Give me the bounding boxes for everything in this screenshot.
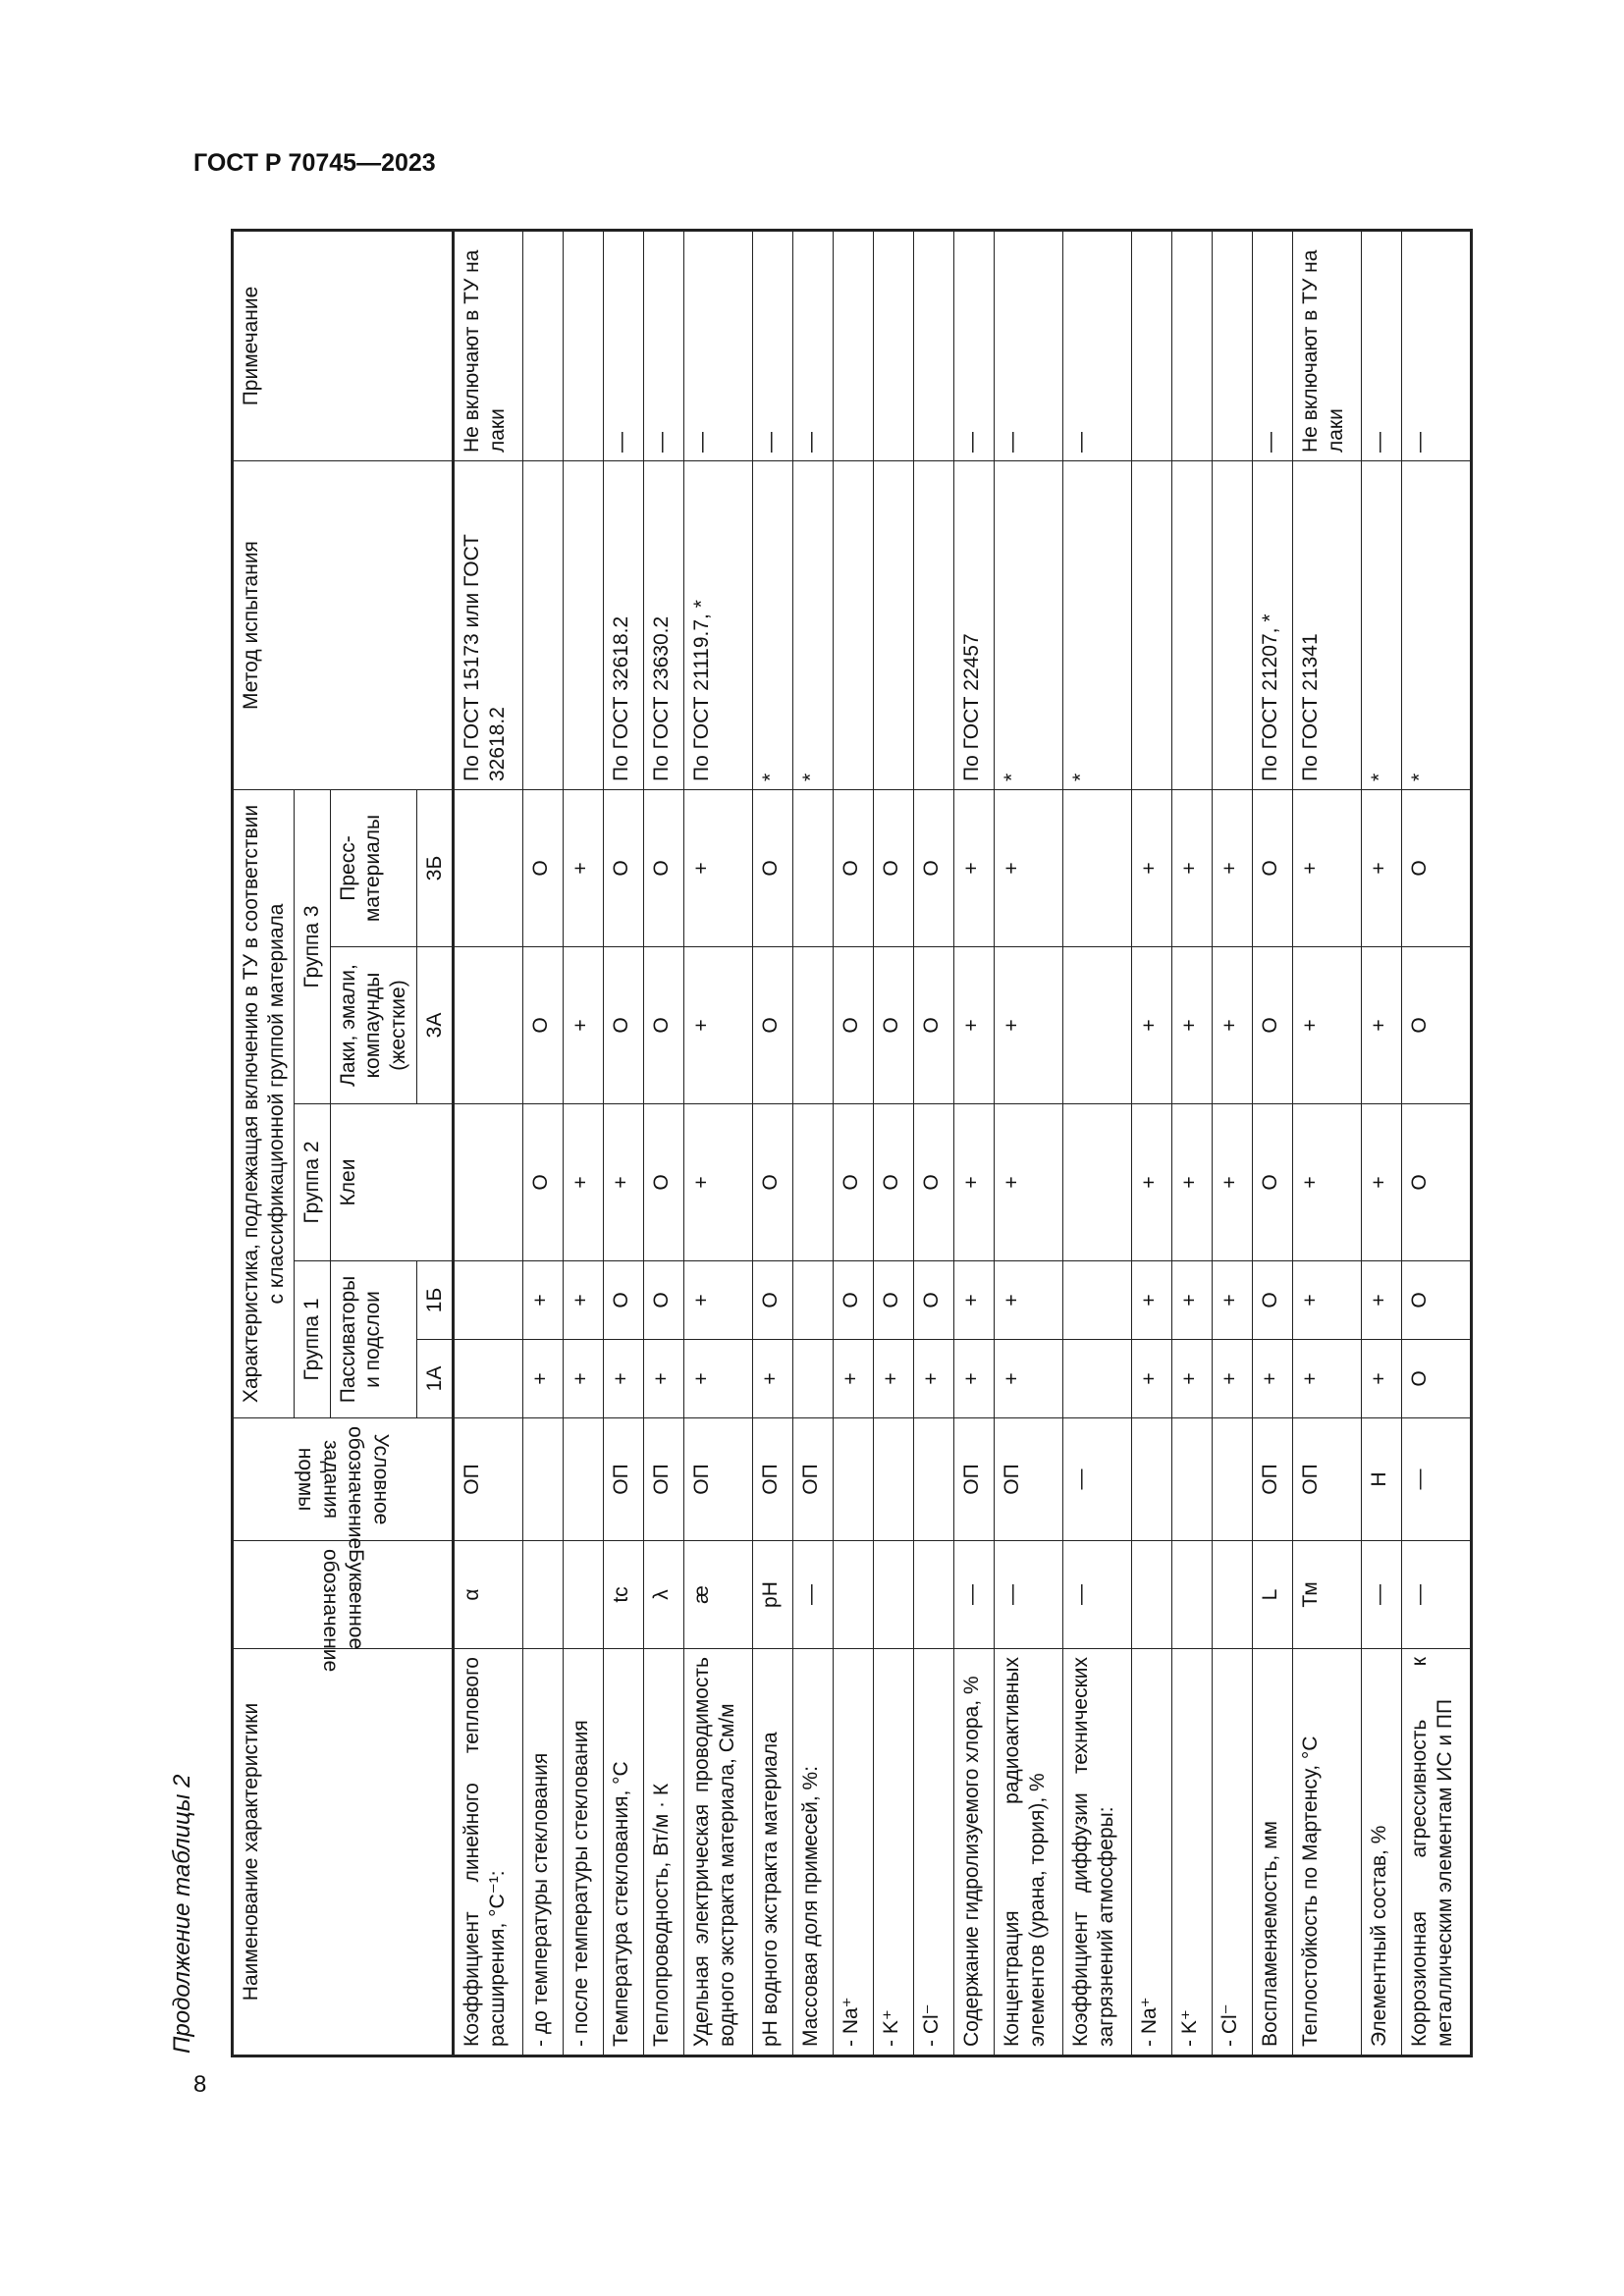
cell-norm: ОП: [954, 1418, 995, 1541]
cell-note: —: [1401, 231, 1471, 461]
cell-name: Удельная электрическая проводимость водного экстракта материала, См/м: [684, 1649, 753, 2056]
characteristics-table: [231, 229, 1473, 2057]
cell-note: —: [995, 231, 1063, 461]
cell-norm: ОП: [604, 1418, 644, 1541]
cell-c2: [1063, 1104, 1132, 1261]
cell-c3a: О: [604, 947, 644, 1104]
cell-note: [1213, 231, 1253, 461]
header-note: Примечание: [233, 231, 454, 461]
cell-c3a: +: [1293, 947, 1362, 1104]
table-row: [684, 231, 753, 2056]
table-continuation-caption: Продолжение таблицы 2: [169, 1774, 195, 2054]
cell-method: По ГОСТ 21119.7, *: [684, 461, 753, 790]
cell-c3a: +: [684, 947, 753, 1104]
cell-method: *: [995, 461, 1063, 790]
cell-c1a: +: [523, 1340, 564, 1418]
cell-c2: +: [1293, 1104, 1362, 1261]
cell-c1b: +: [995, 1261, 1063, 1340]
cell-c3b: О: [523, 790, 564, 947]
cell-letter: [914, 1541, 954, 1649]
cell-c1a: +: [1361, 1340, 1401, 1418]
cell-note: [523, 231, 564, 461]
cell-c1b: +: [1131, 1261, 1171, 1340]
table-row: [914, 231, 954, 2056]
cell-norm: [834, 1418, 874, 1541]
cell-c1a: +: [1253, 1340, 1293, 1418]
cell-c3b: +: [1131, 790, 1171, 947]
cell-c1a: +: [1213, 1340, 1253, 1418]
cell-letter: Тм: [1293, 1541, 1362, 1649]
cell-name: Воспламеняемость, мм: [1253, 1649, 1293, 2056]
cell-letter: [523, 1541, 564, 1649]
cell-c1b: О: [834, 1261, 874, 1340]
cell-c1b: +: [684, 1261, 753, 1340]
cell-note: [1171, 231, 1212, 461]
cell-letter: æ: [684, 1541, 753, 1649]
cell-note: [914, 231, 954, 461]
cell-c3a: О: [834, 947, 874, 1104]
cell-c2: +: [995, 1104, 1063, 1261]
cell-c1a: [1063, 1340, 1132, 1418]
cell-method: *: [1361, 461, 1401, 790]
cell-c1a: +: [914, 1340, 954, 1418]
cell-c3b: О: [1253, 790, 1293, 947]
cell-norm: ОП: [1253, 1418, 1293, 1541]
cell-c3b: О: [604, 790, 644, 947]
cell-method: По ГОСТ 15173 или ГОСТ 32618.2: [454, 461, 523, 790]
cell-c3a: О: [644, 947, 684, 1104]
cell-c3a: +: [1171, 947, 1212, 1104]
cell-letter: tс: [604, 1541, 644, 1649]
cell-name: Теплопроводность, Вт/м · К: [644, 1649, 684, 2056]
cell-c1a: +: [1293, 1340, 1362, 1418]
cell-method: По ГОСТ 23630.2: [644, 461, 684, 790]
cell-name: Теплостойкость по Мартенсу, °С: [1293, 1649, 1362, 2056]
cell-c1b: +: [1293, 1261, 1362, 1340]
cell-method: *: [753, 461, 793, 790]
cell-letter: [564, 1541, 604, 1649]
cell-c1a: +: [995, 1340, 1063, 1418]
header-norm-text: Условное обозначение задания нормы: [294, 1426, 393, 1550]
header-1a: 1А: [416, 1340, 454, 1418]
cell-c1a: +: [604, 1340, 644, 1418]
cell-letter: [1131, 1541, 1171, 1649]
cell-note: [1131, 231, 1171, 461]
cell-note: —: [604, 231, 644, 461]
cell-name: pH водного экстракта материала: [753, 1649, 793, 2056]
table-row: [1213, 231, 1253, 2056]
cell-c3b: +: [1361, 790, 1401, 947]
table-row: [454, 231, 523, 2056]
cell-c1b: [1063, 1261, 1132, 1340]
cell-method: *: [793, 461, 834, 790]
cell-name: - Cl⁻: [1213, 1649, 1253, 2056]
cell-c3a: +: [1131, 947, 1171, 1104]
cell-c1b: О: [644, 1261, 684, 1340]
cell-c1b: О: [1253, 1261, 1293, 1340]
cell-c3b: +: [954, 790, 995, 947]
cell-c3b: +: [564, 790, 604, 947]
cell-c1a: +: [684, 1340, 753, 1418]
cell-c1b: О: [914, 1261, 954, 1340]
header-3b: 3Б: [416, 790, 454, 947]
cell-method: [834, 461, 874, 790]
cell-c3b: +: [684, 790, 753, 947]
cell-c1b: +: [523, 1261, 564, 1340]
cell-name: Содержание гидролизуемого хлора, %: [954, 1649, 995, 2056]
cell-c1b: +: [954, 1261, 995, 1340]
cell-note: —: [684, 231, 753, 461]
table-row: [523, 231, 564, 2056]
cell-c3b: О: [834, 790, 874, 947]
header-letter-text: Буквенное обозначение: [319, 1549, 367, 1673]
document-header: ГОСТ Р 70745—2023: [193, 149, 436, 177]
cell-c1a: +: [644, 1340, 684, 1418]
cell-name: - Cl⁻: [914, 1649, 954, 2056]
cell-method: По ГОСТ 21207, *: [1253, 461, 1293, 790]
cell-c1a: +: [564, 1340, 604, 1418]
cell-norm: ОП: [684, 1418, 753, 1541]
cell-method: [523, 461, 564, 790]
cell-norm: [523, 1418, 564, 1541]
header-letter: [233, 1541, 454, 1673]
cell-c2: О: [874, 1104, 914, 1261]
cell-c1a: [454, 1340, 523, 1418]
cell-letter: α: [454, 1541, 523, 1649]
cell-c2: +: [1213, 1104, 1253, 1261]
page-number: 8: [193, 2071, 207, 2098]
cell-c3b: +: [1293, 790, 1362, 947]
cell-c3b: О: [874, 790, 914, 947]
header-group3: Группа 3: [295, 790, 331, 1104]
cell-letter: λ: [644, 1541, 684, 1649]
cell-c2: +: [564, 1104, 604, 1261]
cell-c3a: +: [995, 947, 1063, 1104]
cell-note: —: [1361, 231, 1401, 461]
header-1b: 1Б: [416, 1261, 454, 1340]
cell-c2: О: [523, 1104, 564, 1261]
cell-c3a: О: [1401, 947, 1471, 1104]
header-norm: [233, 1418, 454, 1550]
cell-c3b: [454, 790, 523, 947]
cell-name: Концентрация радиоактивных элементов (урана, тория), %: [995, 1649, 1063, 2056]
cell-c2: +: [954, 1104, 995, 1261]
cell-letter: —: [793, 1541, 834, 1649]
table-row: [564, 231, 604, 2056]
cell-name: - до температуры стеклования: [523, 1649, 564, 2056]
table-row: [995, 231, 1063, 2056]
header-lacquers: Лаки, эмали, компаунды (жесткие): [330, 947, 416, 1104]
cell-norm: Н: [1361, 1418, 1401, 1541]
table-row: [1131, 231, 1171, 2056]
cell-method: *: [1401, 461, 1471, 790]
cell-c3a: [793, 947, 834, 1104]
table-row: [1361, 231, 1401, 2056]
table-row: [1171, 231, 1212, 2056]
cell-letter: [834, 1541, 874, 1649]
cell-c3a: +: [954, 947, 995, 1104]
cell-method: По ГОСТ 21341: [1293, 461, 1362, 790]
cell-letter: pH: [753, 1541, 793, 1649]
cell-note: [874, 231, 914, 461]
cell-c1a: +: [1171, 1340, 1212, 1418]
cell-c1a: +: [834, 1340, 874, 1418]
cell-norm: ОП: [753, 1418, 793, 1541]
cell-note: —: [1253, 231, 1293, 461]
cell-c1a: [793, 1340, 834, 1418]
cell-letter: [1213, 1541, 1253, 1649]
cell-norm: [1131, 1418, 1171, 1541]
cell-c1b: +: [1171, 1261, 1212, 1340]
cell-note: —: [644, 231, 684, 461]
cell-c3a: О: [523, 947, 564, 1104]
cell-c3a: +: [564, 947, 604, 1104]
cell-c3b: +: [1213, 790, 1253, 947]
cell-c3b: +: [995, 790, 1063, 947]
cell-note: —: [954, 231, 995, 461]
cell-norm: ОП: [793, 1418, 834, 1541]
cell-method: [1131, 461, 1171, 790]
cell-letter: —: [995, 1541, 1063, 1649]
cell-norm: [564, 1418, 604, 1541]
cell-norm: ОП: [644, 1418, 684, 1541]
cell-letter: —: [1361, 1541, 1401, 1649]
cell-c2: О: [753, 1104, 793, 1261]
cell-c1b: +: [1213, 1261, 1253, 1340]
cell-c3a: +: [1213, 947, 1253, 1104]
cell-name: Коррозионная агрессивность к металлическим элементам ИС и ПП: [1401, 1649, 1471, 2056]
cell-name: Температура стеклования, °С: [604, 1649, 644, 2056]
rotated-table-container: [231, 232, 1473, 2057]
cell-c1a: +: [954, 1340, 995, 1418]
cell-c3b: [1063, 790, 1132, 947]
header-group1: Группа 1: [295, 1261, 331, 1418]
cell-norm: ОП: [995, 1418, 1063, 1541]
cell-c2: [454, 1104, 523, 1261]
cell-c2: О: [834, 1104, 874, 1261]
table-row: [1253, 231, 1293, 2056]
cell-norm: [1213, 1418, 1253, 1541]
cell-letter: —: [1401, 1541, 1471, 1649]
cell-c3a: О: [914, 947, 954, 1104]
cell-method: По ГОСТ 22457: [954, 461, 995, 790]
cell-c3a: О: [874, 947, 914, 1104]
table-row: [874, 231, 914, 2056]
cell-c2: О: [644, 1104, 684, 1261]
cell-name: - после температуры стеклования: [564, 1649, 604, 2056]
cell-norm: [914, 1418, 954, 1541]
cell-c1b: О: [753, 1261, 793, 1340]
header-name: Наименование характеристики: [233, 1649, 454, 2056]
cell-c2: +: [1361, 1104, 1401, 1261]
cell-note: —: [753, 231, 793, 461]
cell-c3a: [454, 947, 523, 1104]
cell-method: *: [1063, 461, 1132, 790]
cell-name: Элементный состав, %: [1361, 1649, 1401, 2056]
cell-letter: L: [1253, 1541, 1293, 1649]
cell-c3b: О: [914, 790, 954, 947]
cell-c1b: О: [604, 1261, 644, 1340]
cell-c2: О: [914, 1104, 954, 1261]
table-row: [753, 231, 793, 2056]
cell-letter: [874, 1541, 914, 1649]
cell-c1a: +: [874, 1340, 914, 1418]
cell-norm: —: [1063, 1418, 1132, 1541]
cell-method: [874, 461, 914, 790]
cell-method: [1213, 461, 1253, 790]
cell-c1b: [793, 1261, 834, 1340]
cell-method: [1171, 461, 1212, 790]
table-row: [604, 231, 644, 2056]
cell-note: Не включают в ТУ на лаки: [454, 231, 523, 461]
cell-c3b: [793, 790, 834, 947]
header-characteristic: Характеристика, подлежащая включению в ТУ в соответствии с классификационной группой материала: [233, 790, 295, 1418]
header-3a: 3А: [416, 947, 454, 1104]
cell-c1b: [454, 1261, 523, 1340]
cell-c3a: +: [1361, 947, 1401, 1104]
cell-note: [564, 231, 604, 461]
cell-c1b: О: [1401, 1261, 1471, 1340]
cell-c1b: О: [874, 1261, 914, 1340]
cell-c2: +: [684, 1104, 753, 1261]
cell-c1b: +: [1361, 1261, 1401, 1340]
table-row: [954, 231, 995, 2056]
cell-norm: ОП: [1293, 1418, 1362, 1541]
header-glues: Клеи: [330, 1104, 453, 1261]
cell-norm: [1171, 1418, 1212, 1541]
cell-c3b: О: [644, 790, 684, 947]
table-row: [1063, 231, 1132, 2056]
cell-c2: О: [1253, 1104, 1293, 1261]
cell-c1a: +: [753, 1340, 793, 1418]
cell-note: —: [793, 231, 834, 461]
cell-letter: [1171, 1541, 1212, 1649]
cell-c3a: О: [753, 947, 793, 1104]
header-group2: Группа 2: [295, 1104, 331, 1261]
cell-c1a: О: [1401, 1340, 1471, 1418]
table-row: [1293, 231, 1362, 2056]
cell-name: Коэффициент диффузии технических загрязнений атмосферы:: [1063, 1649, 1132, 2056]
cell-name: - K⁺: [874, 1649, 914, 2056]
cell-c1b: +: [564, 1261, 604, 1340]
cell-c2: +: [604, 1104, 644, 1261]
cell-c3a: О: [1253, 947, 1293, 1104]
cell-name: - K⁺: [1171, 1649, 1212, 2056]
cell-c2: +: [1131, 1104, 1171, 1261]
cell-norm: ОП: [454, 1418, 523, 1541]
cell-c3b: О: [1401, 790, 1471, 947]
cell-name: Массовая доля примесей, %:: [793, 1649, 834, 2056]
cell-norm: —: [1401, 1418, 1471, 1541]
header-method: Метод испытания: [233, 461, 454, 790]
cell-method: По ГОСТ 32618.2: [604, 461, 644, 790]
cell-note: —: [1063, 231, 1132, 461]
cell-letter: —: [954, 1541, 995, 1649]
header-press: Пресс-материалы: [330, 790, 416, 947]
cell-name: Коэффициент линейного теплового расширения, °С⁻¹:: [454, 1649, 523, 2056]
cell-norm: [874, 1418, 914, 1541]
cell-c1a: +: [1131, 1340, 1171, 1418]
cell-c2: [793, 1104, 834, 1261]
cell-letter: —: [1063, 1541, 1132, 1649]
cell-note: [834, 231, 874, 461]
cell-note: Не включают в ТУ на лаки: [1293, 231, 1362, 461]
header-row-1: [233, 231, 295, 2056]
cell-c3b: +: [1171, 790, 1212, 947]
cell-method: [564, 461, 604, 790]
cell-method: [914, 461, 954, 790]
cell-c3b: О: [753, 790, 793, 947]
cell-c2: +: [1171, 1104, 1212, 1261]
table-row: [1401, 231, 1471, 2056]
cell-name: - Na⁺: [834, 1649, 874, 2056]
cell-c2: О: [1401, 1104, 1471, 1261]
table-row: [793, 231, 834, 2056]
table-row: [644, 231, 684, 2056]
header-passivators: Пассиваторы и подслои: [330, 1261, 416, 1418]
table-body: [454, 231, 1472, 2056]
table-row: [834, 231, 874, 2056]
cell-name: - Na⁺: [1131, 1649, 1171, 2056]
cell-c3a: [1063, 947, 1132, 1104]
